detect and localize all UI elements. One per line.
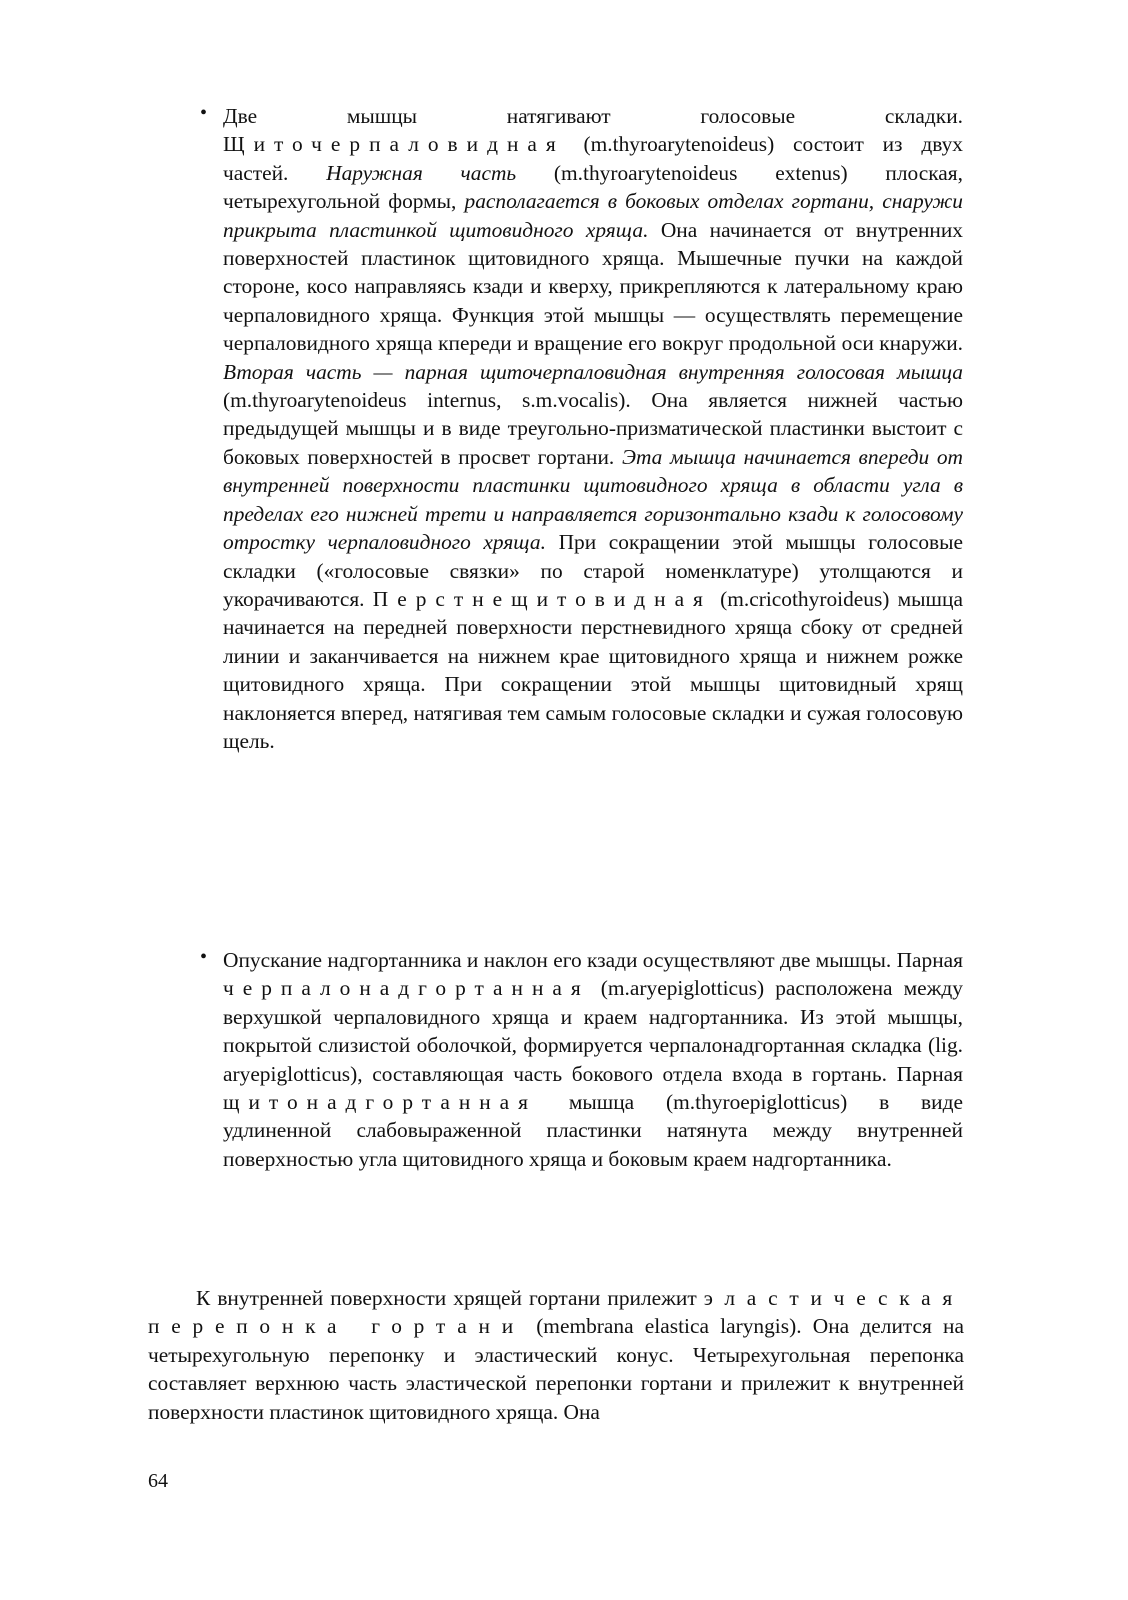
text-run: К внутренней поверхности хрящей гортани прилежит (196, 1286, 697, 1310)
bullet-marker: • (200, 946, 208, 968)
text-run: Две мышцы натягивают голосовые складки. (223, 104, 963, 128)
bullet-item-epiglottis-muscles (223, 946, 963, 1173)
text-run: (m.cricothyroideus) мышца начинается на передней поверхности перстневидного хряща сбоку от средней линии и заканчивается на нижнем крае щитовидного хряща и нижнем рожке щитовидного хряща. При сокращении этой мышцы щитовидный хрящ наклоняется вперед, натягивая тем самым голосовые складки и сужая голосовую щель. (223, 586, 963, 753)
italic-term: Эта мышца начинается впереди от внутренней поверхности пластинки щитовидного хряща в области угла в пределах его нижней трети и направляется горизонтально кзади к голосовому отростку черпаловидного хряща. (223, 444, 963, 555)
bullet-marker: • (200, 102, 208, 124)
text-run: Она начинается от внутренних поверхностей пластинок щитовидного хряща. Мышечные пучки на каждой стороне, косо направляясь кзади и кверху, прикрепляются к латеральному краю черпаловидного хряща. Функция этой мышцы — осуществлять перемещение черпаловидного хряща кпереди и вращение его вокруг продольной оси кнаружи. (223, 217, 963, 356)
text-run: (membrana elastica laryngis). Она делится на четырехугольную перепонку и эластический конус. Четырехугольная перепонка составляет верхнюю часть эластической перепонки гортани и прилежит к внутренней поверхности пластинок щитовидного хряща. Она (148, 1314, 964, 1424)
spaced-term: эластическая перепонка гортани (148, 1286, 964, 1339)
text-run: мышца (m.thyroepiglotticus) в виде удлиненной слабовыраженной пластинки натянута между внутренней поверхностью угла щитовидного хряща и боковым краем надгортанника. (223, 1090, 963, 1171)
bullet-item-vocal-fold-muscles (223, 102, 963, 755)
spaced-term: щитонадгортанная (223, 1090, 537, 1115)
text-run: (m.thyroarytenoideus extenus) плоская, четырехугольной формы, (223, 160, 963, 214)
spaced-term: черпалонадгортанная (223, 976, 590, 1001)
paragraph-elastic-membrane (148, 1284, 964, 1426)
spaced-term: Перстнещитовидная (372, 586, 712, 611)
text-run: Опускание надгортанника и наклон его кзади осуществляют две мышцы. Парная (223, 948, 963, 972)
text-run: (m.thyroarytenoideus internus, s.m.vocalis). Она является нижней частью предыдущей мышцы и в виде треугольно-призматической пластинки выстоит с боковых поверхностей в просвет гортани. (223, 388, 963, 469)
italic-term: располагается в боковых отделах гортани, снаружи прикрыта пластинкой щитовидного хряща. (223, 189, 963, 242)
italic-term: Вторая часть — парная щиточерпаловидная внутренняя голосовая мышца (223, 359, 963, 384)
spaced-term: Щиточерпаловидная (223, 132, 565, 157)
text-run: (m.thyroarytenoideus) состоит из двух частей. (223, 132, 963, 185)
text-run: При сокращении этой мышцы голосовые складки («голосовые связки» по старой номенклатуре) утолщаются и укорачиваются. (223, 530, 963, 611)
page-number: 64 (148, 1470, 168, 1492)
italic-term: Наружная часть (326, 160, 517, 185)
text-run: (m.aryepiglotticus) расположена между верхушкой черпаловидного хряща и краем надгортанника. Из этой мышцы, покрытой слизистой оболочкой, формируется черпалонадгортанная складка (lig. aryepiglotticus), составляющая часть бокового отдела входа в гортань. Парная (223, 976, 963, 1086)
